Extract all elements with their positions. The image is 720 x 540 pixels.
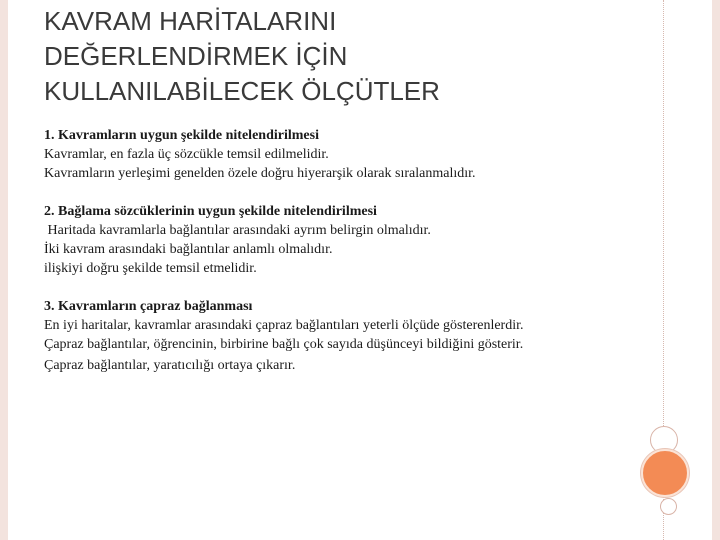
criterion-section-2 [44, 202, 634, 278]
list-item: Haritada kavramlarla bağlantılar arasındaki ayrım belirgin olmalıdır. [44, 223, 431, 238]
list-item: En iyi haritalar, kavramlar arasındaki çapraz bağlantıları yeterli ölçüde gösterenlerdir. [44, 318, 524, 333]
list-item: Çapraz bağlantılar, öğrencinin, birbirine bağlı çok sayıda düşünceyi bildiğini gösterir. [44, 337, 524, 352]
decorative-circle-small [660, 498, 677, 515]
list-item: Kavramların yerleşimi genelden özele doğru hiyerarşik olarak sıralanmalıdır. [44, 166, 476, 181]
criterion-section-3 [44, 297, 634, 375]
section-heading: 3. Kavramların çapraz bağlanması [44, 299, 253, 314]
section-heading: 2. Bağlama sözcüklerinin uygun şekilde nitelendirilmesi [44, 204, 377, 219]
list-item: Çapraz bağlantılar, yaratıcılığı ortaya çıkarır. [44, 358, 296, 373]
title-line: KULLANILABİLECEK ÖLÇÜTLER [44, 76, 440, 106]
right-frame-border [712, 0, 720, 540]
decorative-circle-accent [641, 449, 689, 497]
list-item: Kavramlar, en fazla üç sözcükle temsil edilmelidir. [44, 147, 329, 162]
criterion-section-1 [44, 126, 634, 183]
left-frame-border [0, 0, 8, 540]
section-heading: 1. Kavramların uygun şekilde nitelendirilmesi [44, 128, 319, 143]
list-item: İki kavram arasındaki bağlantılar anlamlı olmalıdır. [44, 242, 333, 257]
list-item: ilişkiyi doğru şekilde temsil etmelidir. [44, 261, 257, 276]
title-line: KAVRAM HARİTALARINI [44, 6, 337, 36]
title-line: DEĞERLENDİRMEK İÇİN [44, 41, 348, 71]
slide-content [44, 126, 634, 394]
slide-title [44, 4, 440, 109]
